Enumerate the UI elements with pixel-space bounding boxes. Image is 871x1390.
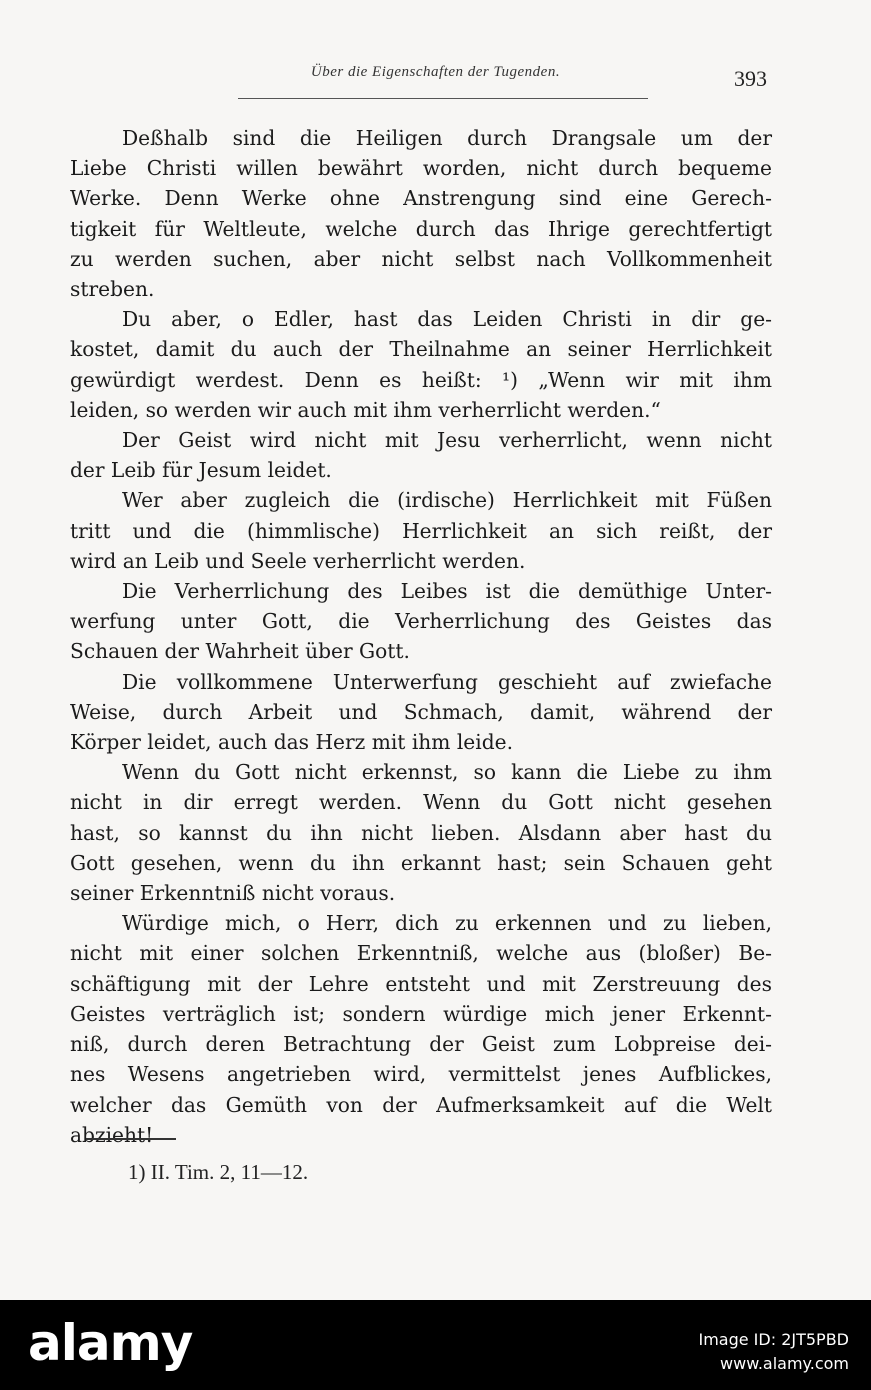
text-line: Liebe Christi willen bewährt worden, nicht durch bequeme	[70, 156, 772, 181]
text-line: schäftigung mit der Lehre entsteht und mit Zerstreuung des	[70, 971, 772, 996]
text-line: abzieht!	[70, 1122, 154, 1147]
brand-logo: alamy	[28, 1314, 193, 1372]
text-line: Die vollkommene Unterwerfung geschieht auf zwiefache	[122, 669, 772, 694]
text-line: wird an Leib und Seele verherrlicht werden.	[70, 548, 526, 573]
text-line: tritt und die (himmlische) Herrlichkeit an sich reißt, der	[70, 518, 772, 543]
text-line: gewürdigt werdest. Denn es heißt: ¹) „Wenn wir mit ihm	[70, 367, 772, 392]
text-line: Körper leidet, auch das Herz mit ihm leide.	[70, 730, 514, 755]
footnote-rule	[86, 1138, 176, 1140]
text-line: Geistes verträglich ist; sondern würdige mich jener Erkennt-	[70, 1001, 772, 1026]
text-line: Werke. Denn Werke ohne Anstrengung sind eine Gerech-	[70, 186, 772, 211]
text-line: Schauen der Wahrheit über Gott.	[70, 639, 410, 664]
text-line: tigkeit für Weltleute, welche durch das Ihrige gerechtfertigt	[70, 216, 772, 241]
text-line: Würdige mich, o Herr, dich zu erkennen und zu lieben,	[122, 911, 772, 936]
site-url-label: www.alamy.com	[720, 1354, 849, 1373]
text-line: nes Wesens angetrieben wird, vermittelst jenes Aufblickes,	[70, 1062, 772, 1087]
image-id-label: Image ID: 2JT5PBD	[698, 1330, 849, 1349]
text-line: Weise, durch Arbeit und Schmach, damit, während der	[70, 699, 772, 724]
header-rule	[238, 98, 648, 99]
text-line: werfung unter Gott, die Verherrlichung des Geistes das	[70, 609, 772, 634]
text-line: nicht mit einer solchen Erkenntniß, welche aus (bloßer) Be-	[70, 941, 772, 966]
text-line: Gott gesehen, wenn du ihn erkannt hast; sein Schauen geht	[70, 850, 772, 875]
text-line: Wer aber zugleich die (irdische) Herrlichkeit mit Füßen	[122, 488, 772, 513]
text-line: nicht in dir erregt werden. Wenn du Gott nicht gesehen	[70, 790, 772, 815]
footnote: 1) II. Tim. 2, 11—12.	[128, 1160, 309, 1184]
body-text	[70, 123, 772, 1150]
text-line: welcher das Gemüth von der Aufmerksamkeit auf die Welt	[70, 1092, 772, 1117]
text-line: der Leib für Jesum leidet.	[70, 458, 332, 483]
text-line: hast, so kannst du ihn nicht lieben. Alsdann aber hast du	[70, 820, 772, 845]
text-line: Du aber, o Edler, hast das Leiden Christi in dir ge-	[122, 307, 772, 332]
text-line: Wenn du Gott nicht erkennst, so kann die Liebe zu ihm	[122, 760, 772, 785]
text-line: Die Verherrlichung des Leibes ist die demüthige Unter-	[122, 579, 772, 604]
text-line: Der Geist wird nicht mit Jesu verherrlicht, wenn nicht	[122, 428, 772, 453]
text-line: zu werden suchen, aber nicht selbst nach Vollkommenheit	[70, 246, 772, 271]
text-line: leiden, so werden wir auch mit ihm verherrlicht werden.“	[70, 397, 661, 422]
running-title: Über die Eigenschaften der Tugenden.	[310, 64, 561, 80]
text-line: streben.	[70, 277, 155, 302]
text-line: kostet, damit du auch der Theilnahme an seiner Herrlichkeit	[70, 337, 772, 362]
text-line: seiner Erkenntniß nicht voraus.	[70, 881, 396, 906]
page-number: 393	[734, 66, 767, 91]
text-line: Deßhalb sind die Heiligen durch Drangsale um der	[122, 126, 772, 150]
text-line: niß, durch deren Betrachtung der Geist zum Lobpreise dei-	[70, 1032, 772, 1057]
